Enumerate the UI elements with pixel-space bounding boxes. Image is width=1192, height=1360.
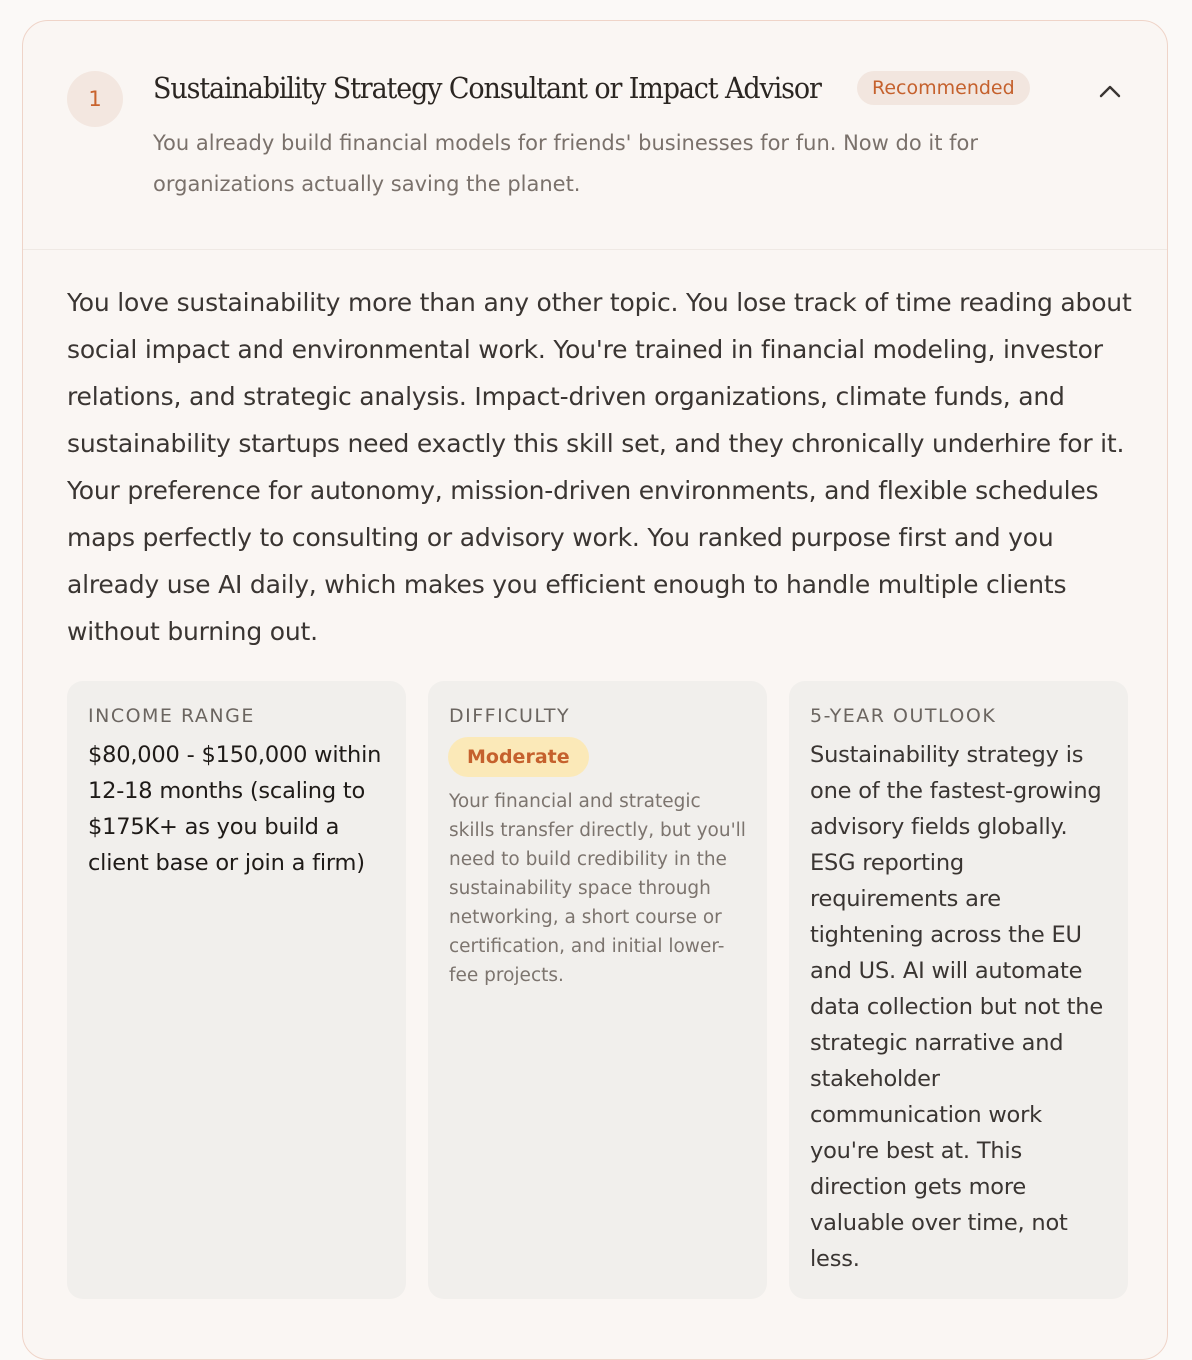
title-row <box>153 71 1030 105</box>
collapse-button[interactable] <box>1096 77 1124 105</box>
income-stat <box>67 681 406 1299</box>
rank-number: 1 <box>67 71 123 127</box>
recommended-badge: Recommended <box>857 71 1030 105</box>
outlook-text: Sustainability strategy is one of the fastest-growing advisory fields globally. ESG reporting requirements are tightening across the EU and US. AI will automate data collection but not the strategic narrative and stakeholder communication work you're best at. This direction gets more valuable over time, not less. <box>810 742 1103 1272</box>
card-body <box>67 279 1133 1272</box>
career-card <box>22 20 1168 1360</box>
outlook-stat <box>789 681 1128 1299</box>
difficulty-stat <box>428 681 767 1299</box>
card-header[interactable] <box>23 21 1167 250</box>
difficulty-badge: Moderate <box>448 737 589 777</box>
stats-row <box>67 681 1128 1299</box>
card-title: Sustainability Strategy Consultant or Impact Advisor <box>153 71 821 105</box>
difficulty-label: DIFFICULTY <box>449 705 571 727</box>
chevron-up-icon <box>1099 84 1121 98</box>
income-label: INCOME RANGE <box>88 705 255 727</box>
career-description: You love sustainability more than any other topic. You lose track of time reading about social impact and environmental work. You're trained in financial modeling, investor relations, and strategic analysis. Impact-driven organizations, climate funds, and sustainability startups need exactly this skill set, and they chronically underhire for it. Your preference for autonomy, mission-driven environments, and flexible schedules maps perfectly to consulting or advisory work. You ranked purpose first and you already use AI daily, which makes you efficient enough to handle multiple clients without burning out. <box>67 288 1132 646</box>
card-subtitle: You already build financial models for friends' businesses for fun. Now do it for organizations actually saving the planet. <box>153 131 978 196</box>
outlook-label: 5-YEAR OUTLOOK <box>810 705 997 727</box>
income-value: $80,000 - $150,000 within 12-18 months (scaling to $175K+ as you build a client base or join a firm) <box>88 742 382 876</box>
difficulty-detail: Your financial and strategic skills transfer directly, but you'll need to build credibility in the sustainability space through networking, a short course or certification, and initial lower-fee projects. <box>449 791 746 986</box>
